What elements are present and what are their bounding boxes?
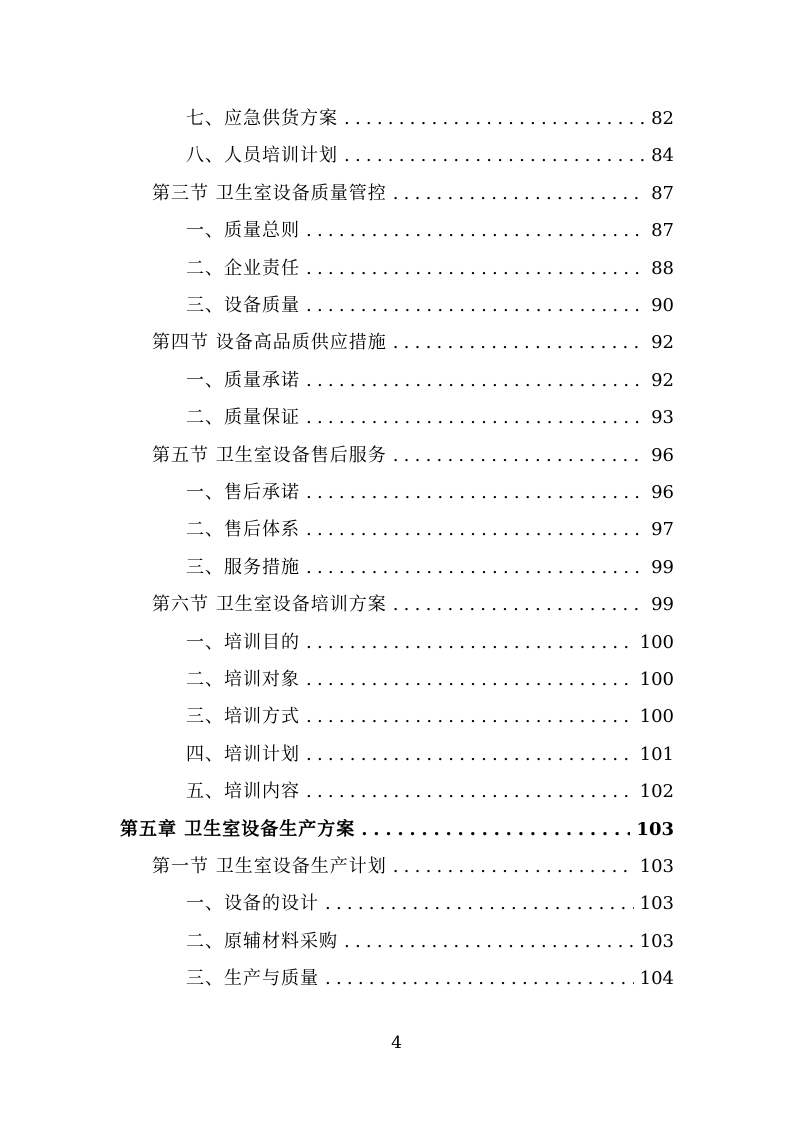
toc-entry[interactable] (152, 324, 674, 361)
toc-dot-leader (306, 698, 634, 735)
toc-entry-page: 93 (651, 407, 674, 429)
toc-entry-title: 一、质量承诺 (186, 369, 300, 391)
toc-entry-page: 96 (651, 482, 674, 503)
toc-entry-title: 三、生产与质量 (186, 968, 319, 990)
toc-dot-leader (306, 250, 645, 287)
toc-entry-page: 90 (651, 295, 674, 316)
toc-entry-page: 103 (639, 930, 674, 952)
toc-entry-title: 三、服务措施 (186, 556, 300, 578)
toc-entry[interactable] (152, 848, 674, 885)
toc-entry[interactable] (186, 923, 674, 960)
toc-entry-page: 84 (651, 145, 674, 167)
toc-dot-leader (361, 811, 630, 848)
toc-entry[interactable] (152, 175, 674, 212)
toc-entry-page: 97 (651, 519, 674, 541)
toc-dot-leader (344, 100, 645, 137)
toc-entry-title: 二、企业责任 (186, 257, 300, 279)
toc-dot-leader (306, 362, 645, 399)
toc-dot-leader (306, 399, 645, 436)
toc-dot-leader (306, 773, 634, 810)
toc-entry[interactable] (186, 624, 674, 661)
toc-dot-leader (393, 175, 645, 212)
toc-entry-title: 二、质量保证 (186, 407, 300, 429)
toc-entry-title: 三、培训方式 (186, 706, 300, 728)
toc-entry-page: 104 (639, 968, 674, 990)
toc-dot-leader (393, 586, 645, 623)
toc-dot-leader (393, 437, 645, 474)
toc-entry[interactable] (186, 287, 674, 324)
toc-entry[interactable] (186, 773, 674, 810)
toc-dot-leader (393, 324, 645, 361)
toc-dot-leader (306, 511, 645, 548)
toc-entry-title: 第六节 卫生室设备培训方案 (152, 594, 387, 616)
toc-entry-title: 四、培训计划 (186, 743, 300, 765)
toc-entry-page: 100 (639, 706, 674, 728)
toc-entry[interactable] (186, 960, 674, 997)
toc-dot-leader (306, 212, 645, 249)
toc-dot-leader (306, 474, 645, 511)
toc-dot-leader (393, 848, 634, 885)
toc-entry-page: 103 (636, 818, 674, 840)
toc-entry-page: 92 (651, 332, 674, 354)
toc-entry[interactable] (186, 511, 674, 548)
toc-entry[interactable] (186, 698, 674, 735)
toc-entry[interactable] (120, 811, 674, 848)
toc-entry[interactable] (186, 212, 674, 249)
toc-entry-title: 二、售后体系 (186, 519, 300, 541)
toc-entry[interactable] (152, 437, 674, 474)
toc-entry[interactable] (186, 474, 674, 511)
toc-entry-page: 92 (651, 369, 674, 391)
toc-entry-page: 82 (651, 108, 674, 129)
toc-entry-title: 二、培训对象 (186, 669, 300, 690)
toc-entry-title: 一、设备的设计 (186, 893, 319, 915)
toc-entry-title: 八、人员培训计划 (186, 145, 338, 167)
toc-entry-title: 三、设备质量 (186, 295, 300, 316)
toc-entry[interactable] (186, 885, 674, 922)
toc-dot-leader (325, 885, 634, 922)
toc-entry[interactable] (186, 362, 674, 399)
toc-entry-title: 五、培训内容 (186, 781, 300, 803)
toc-entry-title: 第五章 卫生室设备生产方案 (120, 818, 356, 840)
toc-dot-leader (306, 549, 645, 586)
toc-entry-page: 102 (639, 781, 674, 803)
toc-entry[interactable] (186, 399, 674, 436)
toc-entry-title: 一、售后承诺 (186, 482, 300, 503)
toc-entry-page: 103 (639, 856, 674, 877)
toc-entry-title: 二、原辅材料采购 (186, 930, 338, 952)
toc-entry-page: 96 (651, 444, 674, 466)
toc-entry-title: 第三节 卫生室设备质量管控 (152, 182, 387, 204)
toc-entry[interactable] (186, 736, 674, 773)
toc-entry[interactable] (186, 549, 674, 586)
toc-dot-leader (306, 661, 634, 698)
toc-entry[interactable] (186, 661, 674, 698)
toc-dot-leader (344, 137, 645, 174)
toc-dot-leader (306, 736, 634, 773)
toc-entry-title: 七、应急供货方案 (186, 108, 338, 129)
toc-entry-page: 88 (651, 257, 674, 279)
toc-entry-page: 100 (639, 669, 674, 690)
toc-dot-leader (306, 624, 634, 661)
toc-entry[interactable] (186, 250, 674, 287)
page-number: 4 (391, 1033, 402, 1053)
toc-entry-page: 87 (651, 182, 674, 204)
toc-entry-page: 99 (651, 556, 674, 578)
toc-entry-page: 87 (651, 220, 674, 242)
toc-entry[interactable] (152, 586, 674, 623)
toc-entry-page: 100 (639, 631, 674, 653)
toc-entry[interactable] (186, 137, 674, 174)
toc-entry-title: 一、培训目的 (186, 631, 300, 653)
toc-entry-title: 第四节 设备高品质供应措施 (152, 332, 387, 354)
toc-dot-leader (325, 960, 634, 997)
toc-entry[interactable] (186, 100, 674, 137)
toc-entry-page: 103 (639, 893, 674, 915)
toc-entry-title: 一、质量总则 (186, 220, 300, 242)
toc-entry-page: 101 (639, 743, 674, 765)
toc-entry-page: 99 (651, 594, 674, 616)
toc-entry-title: 第五节 卫生室设备售后服务 (152, 444, 387, 466)
toc-dot-leader (344, 923, 634, 960)
toc-dot-leader (306, 287, 645, 324)
toc-entry-title: 第一节 卫生室设备生产计划 (152, 856, 387, 877)
